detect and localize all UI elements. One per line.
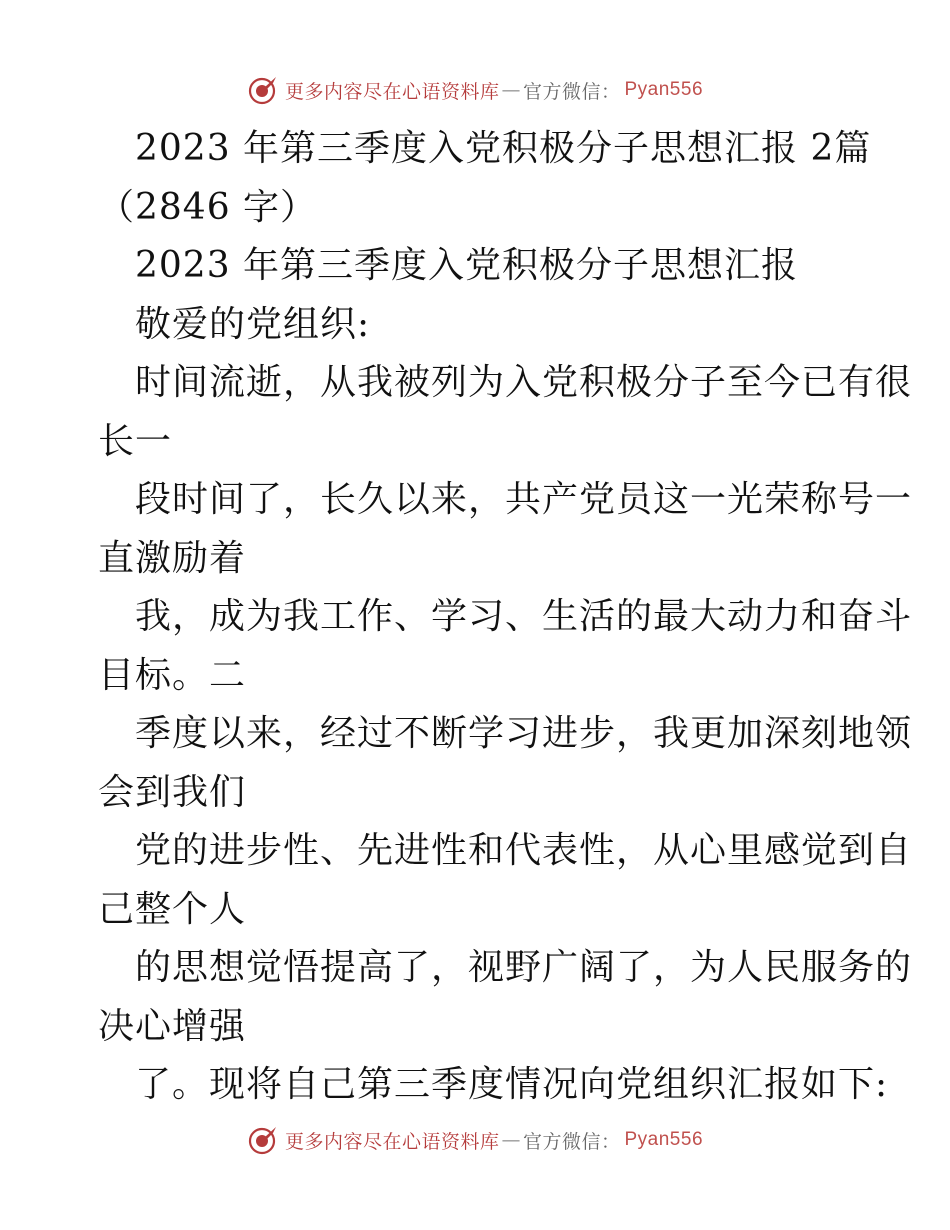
text-line: 直激励着 [98,537,247,579]
watermark-separator: — [501,1129,521,1151]
quill-circle-logo-icon [247,1124,279,1156]
watermark-site-text: 更多内容尽在心语资料库 [284,1130,500,1153]
text-line: 党的进步性、先进性和代表性，从心里感觉到自 [135,830,913,871]
text-line: 长一 [98,420,173,462]
text-line: 己整个人 [98,888,247,930]
text-line: （2846 字） [98,186,318,228]
watermark-label: 官方微信： [522,1130,621,1153]
text-line: 时间流逝，从我被列为入党积极分子至今已有很 [135,362,913,403]
watermark-header [0,70,950,110]
text-line: 了。现将自己第三季度情况向党组织汇报如下: [135,1064,889,1105]
watermark-account: Pyan556 [624,1129,704,1150]
text-line: 的思想觉悟提高了，视野广阔了，为人民服务的 [135,947,913,988]
text-line: 季度以来，经过不断学习进步，我更加深刻地领 [135,713,913,754]
watermark-label: 官方微信： [522,80,621,103]
text-line: 敬爱的党组织: [135,303,371,345]
document-body [98,120,913,1115]
watermark-account: Pyan556 [624,79,704,100]
text-line: 目标。二 [98,654,247,696]
text-line: 我，成为我工作、学习、生活的最大动力和奋斗 [135,596,913,637]
watermark-separator: — [501,79,521,101]
text-line: 段时间了，长久以来，共产党员这一光荣称号一 [135,479,913,520]
watermark-footer [0,1120,950,1160]
text-line: 决心增强 [98,1005,247,1047]
text-line: 2023 年第三季度入党积极分子思想汇报 2篇 [135,128,872,169]
watermark-site-text: 更多内容尽在心语资料库 [284,80,500,103]
text-line: 会到我们 [98,771,247,813]
text-line: 2023 年第三季度入党积极分子思想汇报 [135,245,799,286]
quill-circle-logo-icon [247,74,279,106]
